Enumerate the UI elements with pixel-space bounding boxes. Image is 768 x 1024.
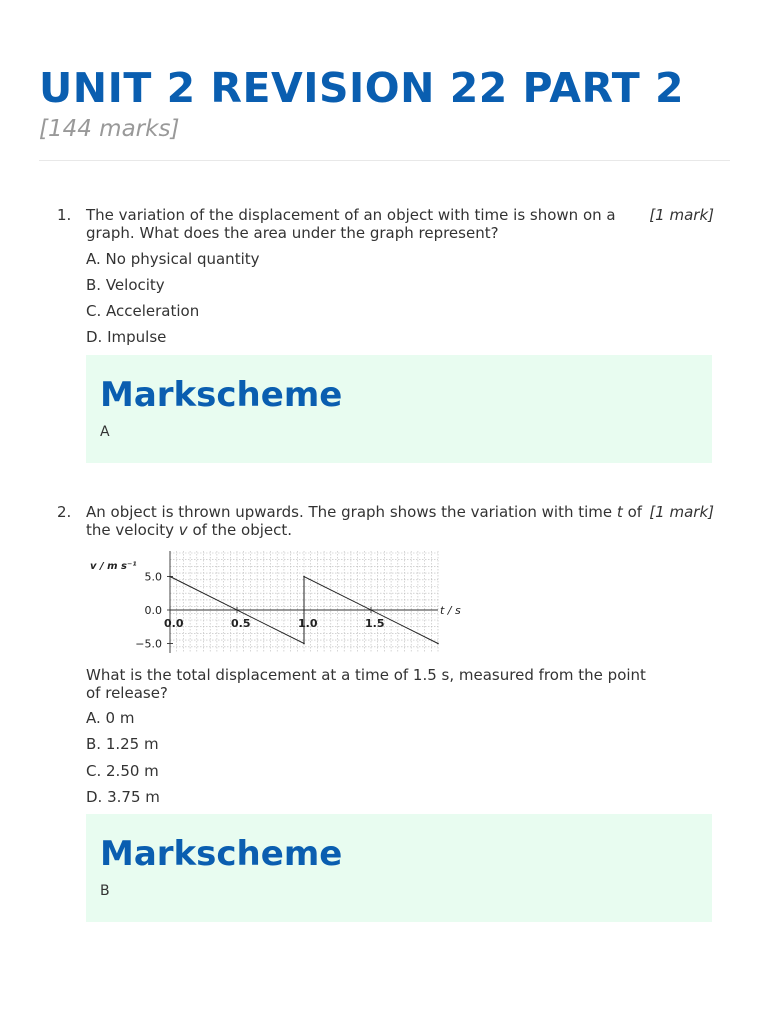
time-symbol: t: [616, 503, 623, 521]
data-point: [437, 643, 439, 645]
velocity-symbol: v: [178, 521, 188, 539]
markscheme-answer: B: [100, 883, 110, 899]
y-tick-label: 0.0: [144, 604, 162, 617]
question-number: 2.: [57, 503, 72, 521]
x-tick-label: 0.0: [164, 617, 184, 630]
option-a: A. 0 m: [86, 709, 135, 727]
y-tick-label: −5.0: [135, 637, 162, 651]
y-tick-label: 5.0: [144, 570, 162, 584]
markscheme-title: Markscheme: [100, 834, 343, 874]
x-tick-label: 1.0: [298, 617, 318, 630]
question-text-part: An object is thrown upwards. The graph shows the variation with time: [86, 503, 617, 521]
total-marks: [144 marks]: [39, 116, 180, 142]
data-point: [303, 643, 305, 645]
question-text-part: of the velocity: [86, 503, 643, 539]
option-a: A. No physical quantity: [86, 250, 260, 268]
velocity-time-graph: [86, 549, 461, 659]
x-tick-label: 0.5: [231, 617, 251, 630]
header-divider: [39, 160, 730, 161]
question-marks: [1 mark]: [649, 503, 714, 521]
data-point: [169, 576, 171, 578]
option-d: D. 3.75 m: [86, 788, 160, 806]
markscheme-answer: A: [100, 424, 110, 440]
x-axis-label: t / s: [440, 604, 461, 617]
y-axis-label: v / m s⁻¹: [90, 561, 137, 572]
option-b: B. 1.25 m: [86, 735, 159, 753]
question-follow-up: What is the total displacement at a time of 1.5 s, measured from the point of release?: [86, 666, 646, 702]
question-text: The variation of the displacement of an object with time is shown on a graph. What does the area under the graph represent?: [86, 206, 616, 242]
markscheme-box: [86, 355, 712, 463]
option-c: C. Acceleration: [86, 302, 200, 320]
option-c: C. 2.50 m: [86, 762, 159, 780]
page-title: UNIT 2 REVISION 22 PART 2: [39, 64, 685, 112]
markscheme-box: [86, 814, 712, 922]
option-b: B. Velocity: [86, 276, 165, 294]
question-number: 1.: [57, 206, 72, 224]
option-d: D. Impulse: [86, 328, 167, 346]
x-tick-label: 1.5: [365, 617, 385, 630]
tick-labels: [90, 561, 461, 651]
question-text: [86, 503, 646, 539]
markscheme-title: Markscheme: [100, 375, 343, 415]
question-marks: [1 mark]: [649, 206, 714, 224]
question-text-part: of the object.: [187, 521, 293, 539]
data-point: [303, 576, 305, 578]
